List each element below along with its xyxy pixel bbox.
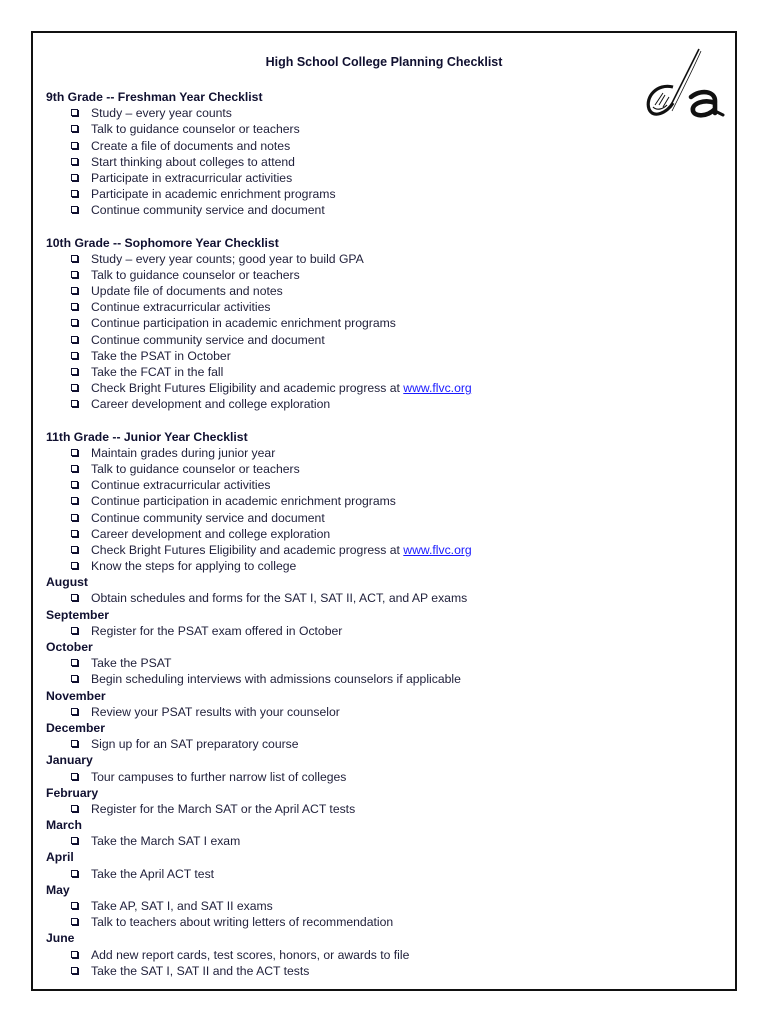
checklist-section [46,574,656,606]
checklist-item-text: Review your PSAT results with your counselor [91,704,340,719]
checklist-item-text: Take the April ACT test [91,866,215,881]
checklist-item [46,526,656,542]
checkbox-icon[interactable] [71,206,78,213]
section-heading: October [46,640,93,654]
checklist-item-text: Continue community service and document [91,510,325,525]
checklist-item [46,866,656,882]
checklist-item [46,801,656,817]
checkbox-icon[interactable] [71,319,78,326]
checkbox-icon[interactable] [71,142,78,149]
checklist-item [46,769,656,785]
checklist-item [46,558,656,574]
checklist-item-text: Update file of documents and notes [91,284,283,299]
checklist-section [46,639,656,688]
checklist-item-text: Take AP, SAT I, and SAT II exams [91,899,273,913]
checklist-item-text: Study – every year counts; good year to build GPA [91,251,364,266]
section-heading: May [46,882,70,897]
checklist-item-text: Take the SAT I, SAT II and the ACT tests [91,963,310,978]
checkbox-icon[interactable] [71,708,78,715]
checkbox-icon[interactable] [71,174,78,181]
checklist-item-text: Study – every year counts [91,106,232,121]
checklist-item-text: Take the March SAT I exam [91,834,241,849]
checklist-item [46,121,656,137]
checklist-item [46,364,656,380]
checklist-item [46,898,656,914]
checkbox-icon[interactable] [71,530,78,537]
checklist-item-text: Check Bright Futures Eligibility and academic progress at [91,542,404,557]
checklist-item-text: Begin scheduling interviews with admissions counselors if applicable [91,672,461,687]
checklist-section [46,752,656,784]
checklist-item-text: Start thinking about colleges to attend [91,154,295,169]
checklist-item-text: Participate in extracurricular activities [91,170,293,185]
checklist-section [46,688,656,720]
checklist-item [46,736,656,752]
section-heading: December [46,720,105,735]
checklist-item-text: Career development and college exploration [91,397,331,412]
checkbox-icon[interactable] [71,352,78,359]
checklist-item-text: Sign up for an SAT preparatory course [91,737,299,752]
checklist-item-text: Talk to guidance counselor or teachers [91,122,300,137]
checkbox-icon[interactable] [71,158,78,165]
section-heading: February [46,785,99,800]
checklist-item [46,914,656,930]
checklist-section [46,89,656,219]
checklist-item [46,445,656,461]
checklist-item-text: Know the steps for applying to college [91,559,297,574]
checklist-item-text: Continue extracurricular activities [91,478,271,493]
checklist-item [46,833,656,849]
checkbox-icon[interactable] [71,255,78,262]
checklist-item-text: Obtain schedules and forms for the SAT I, SAT II, ACT, and AP exams [91,591,468,606]
section-heading: January [46,753,93,768]
document-page [31,31,737,991]
checkbox-icon[interactable] [71,449,78,456]
checklist-item [46,510,656,526]
checkbox-icon[interactable] [71,481,78,488]
section-heading: 9th Grade -- Freshman Year Checklist [46,90,263,104]
checklist-item-text: Add new report cards, test scores, honors, or awards to file [91,947,410,962]
section-heading: August [46,575,88,590]
checklist-section [46,235,656,413]
checklist-item-text: Register for the PSAT exam offered in October [91,623,343,638]
checkbox-icon[interactable] [71,837,78,844]
section-heading: 10th Grade -- Sophomore Year Checklist [46,235,279,250]
checklist-item-text: Talk to guidance counselor or teachers [91,461,300,476]
checklist-section [46,429,656,575]
checklist-item [46,154,656,170]
checklist-item-text: Talk to guidance counselor or teachers [91,267,300,282]
checkbox-icon[interactable] [71,109,78,116]
checkbox-icon[interactable] [71,740,78,747]
checkbox-icon[interactable] [71,627,78,634]
checklist-item-text: Continue community service and document [91,203,325,218]
checkbox-icon[interactable] [71,562,78,569]
checklist-body [46,89,656,979]
checklist-item [46,267,656,283]
checklist-item [46,348,656,364]
checkbox-icon[interactable] [71,336,78,343]
checklist-item [46,138,656,154]
checklist-item [46,315,656,331]
checkbox-icon[interactable] [71,497,78,504]
checklist-section [46,882,656,931]
checklist-item [46,477,656,493]
checkbox-icon[interactable] [71,870,78,877]
checkbox-icon[interactable] [71,594,78,601]
checklist-section [46,785,656,817]
checklist-section [46,849,656,881]
checklist-item [46,542,656,558]
checklist-item-text: Continue community service and document [91,332,325,347]
checklist-item-text: Register for the March SAT or the April ACT tests [91,801,356,816]
checkbox-icon[interactable] [71,303,78,310]
document-title: High School College Planning Checklist [265,55,503,69]
checklist-item-text: Check Bright Futures Eligibility and academic progress at [91,381,404,396]
checklist-item [46,623,656,639]
checklist-item [46,704,656,720]
checklist-item [46,186,656,202]
checkbox-icon[interactable] [71,287,78,294]
checkbox-icon[interactable] [71,951,78,958]
checklist-item-text: Continue extracurricular activities [91,300,271,315]
checklist-item-text: Talk to teachers about writing letters of recommendation [91,915,394,930]
checklist-item-text: Take the FCAT in the fall [91,365,224,379]
section-heading: June [46,931,75,946]
checklist-item [46,493,656,509]
checklist-item-text: Participate in academic enrichment programs [91,187,336,202]
flvc-link[interactable]: www.flvc.org [403,542,472,557]
checklist-section [46,720,656,752]
checkbox-icon[interactable] [71,190,78,197]
checkbox-icon[interactable] [71,918,78,925]
checkbox-icon[interactable] [71,967,78,974]
section-heading: September [46,607,109,622]
checklist-item [46,380,656,396]
checklist-item [46,299,656,315]
checklist-item-text: Continue participation in academic enrichment programs [91,316,396,331]
section-heading: April [46,850,74,865]
checklist-item-text: Continue participation in academic enrichment programs [91,494,396,509]
checkbox-icon[interactable] [71,465,78,472]
checklist-section [46,817,656,849]
checklist-item [46,461,656,477]
checkbox-icon[interactable] [71,125,78,132]
checkbox-icon[interactable] [71,384,78,391]
checklist-item [46,947,656,963]
checkbox-icon[interactable] [71,546,78,553]
section-heading: 11th Grade -- Junior Year Checklist [46,429,248,444]
checklist-item [46,170,656,186]
checklist-item-text: Tour campuses to further narrow list of colleges [91,769,347,784]
checkbox-icon[interactable] [71,400,78,407]
checkbox-icon[interactable] [71,773,78,780]
checklist-item-text: Career development and college exploration [91,526,331,541]
section-heading: November [46,688,106,703]
checkbox-icon[interactable] [71,675,78,682]
section-heading: March [46,818,82,833]
checklist-item [46,283,656,299]
checkbox-icon[interactable] [71,902,78,909]
checklist-item [46,963,656,979]
checklist-item [46,202,656,218]
checkbox-icon[interactable] [71,659,78,666]
checklist-item-text: Create a file of documents and notes [91,138,291,153]
checkbox-icon[interactable] [71,514,78,521]
checkbox-icon[interactable] [71,368,78,375]
checklist-item-text: Take the PSAT [91,656,172,671]
checkbox-icon[interactable] [71,271,78,278]
flvc-link[interactable]: www.flvc.org [403,381,472,396]
checklist-item [46,105,656,121]
checklist-section [46,930,656,979]
checklist-item [46,332,656,348]
checklist-item [46,396,656,412]
checklist-section [46,607,656,639]
checkbox-icon[interactable] [71,805,78,812]
checklist-item-text: Take the PSAT in October [91,348,231,363]
checklist-item [46,655,656,671]
checklist-item [46,590,656,606]
checklist-item [46,251,656,267]
checklist-item-text: Maintain grades during junior year [91,445,276,460]
checklist-item [46,671,656,687]
